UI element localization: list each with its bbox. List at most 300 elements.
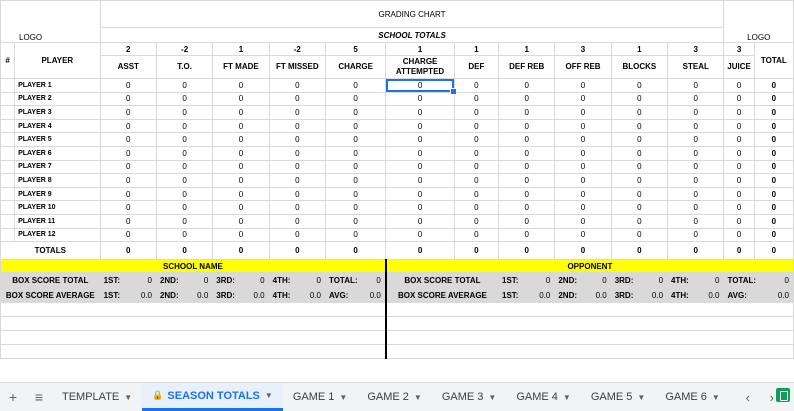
table-row bbox=[1, 201, 794, 215]
quarter-cell[interactable] bbox=[555, 273, 611, 288]
stat-cell[interactable]: 0 bbox=[724, 160, 754, 174]
stat-cell[interactable]: 0 bbox=[100, 106, 156, 120]
stat-cell[interactable]: 0 bbox=[668, 160, 724, 174]
stat-cell[interactable]: 0 bbox=[386, 174, 454, 188]
tab-season-totals[interactable] bbox=[142, 383, 283, 411]
stat-cell[interactable]: 0 bbox=[156, 133, 212, 147]
empty-cell[interactable] bbox=[1, 345, 386, 359]
stat-cell[interactable]: 0 bbox=[724, 146, 754, 160]
stat-cell[interactable]: 0 bbox=[668, 214, 724, 228]
stat-cell[interactable]: 0 bbox=[668, 174, 724, 188]
total-cell[interactable]: 0 bbox=[611, 242, 667, 260]
stat-cell[interactable]: 0 bbox=[386, 187, 454, 201]
stat-cell[interactable]: 0 bbox=[156, 146, 212, 160]
quarter-label: 4TH: bbox=[272, 275, 291, 285]
points-cell[interactable]: 1 bbox=[213, 43, 269, 56]
stat-cell[interactable]: 0 bbox=[100, 133, 156, 147]
stat-cell[interactable]: 0 bbox=[325, 214, 385, 228]
quarter-cell[interactable] bbox=[668, 273, 724, 288]
stat-cell[interactable]: 0 bbox=[100, 201, 156, 215]
quarter-label: 4TH: bbox=[671, 290, 689, 300]
selection-handle[interactable] bbox=[450, 88, 457, 95]
chevron-left-icon[interactable]: ‹ bbox=[745, 389, 750, 405]
stat-cell[interactable]: 0 bbox=[100, 187, 156, 201]
stat-cell[interactable]: 0 bbox=[724, 79, 754, 93]
stat-cell[interactable]: 0 bbox=[325, 174, 385, 188]
tab-template[interactable] bbox=[52, 383, 142, 411]
stat-cell[interactable]: 0 bbox=[325, 187, 385, 201]
sheet-tabs bbox=[52, 383, 730, 411]
row-number-cell[interactable] bbox=[1, 201, 15, 215]
tab-label: GAME 5 bbox=[590, 391, 633, 403]
quarter-value: 0 bbox=[316, 275, 321, 285]
quarter-label: 1ST: bbox=[502, 275, 519, 285]
chevron-right-icon[interactable]: › bbox=[769, 389, 774, 405]
total-cell[interactable]: 0 bbox=[100, 242, 156, 260]
stat-cell[interactable]: 0 bbox=[499, 133, 555, 147]
stat-cell[interactable]: 0 bbox=[724, 214, 754, 228]
stat-cell[interactable]: 0 bbox=[611, 187, 667, 201]
quarter-label: 3RD: bbox=[614, 290, 634, 300]
stat-cell[interactable]: 0 bbox=[386, 228, 454, 242]
chevron-down-icon[interactable]: ▼ bbox=[711, 392, 720, 402]
stat-cell[interactable]: 0 bbox=[611, 133, 667, 147]
stat-cell[interactable]: 0 bbox=[668, 228, 724, 242]
player-name-cell[interactable]: PLAYER 8 bbox=[15, 174, 101, 188]
quarter-cell[interactable] bbox=[724, 288, 794, 303]
stat-cell[interactable]: 0 bbox=[668, 133, 724, 147]
stat-cell[interactable]: 0 bbox=[269, 214, 325, 228]
player-name-cell[interactable]: PLAYER 11 bbox=[15, 214, 101, 228]
stat-cell[interactable]: 0 bbox=[724, 228, 754, 242]
stat-cell[interactable]: 0 bbox=[156, 106, 212, 120]
total-cell[interactable]: 0 bbox=[724, 242, 754, 260]
stat-cell[interactable]: 0 bbox=[100, 160, 156, 174]
chevron-down-icon[interactable]: ▼ bbox=[339, 392, 348, 402]
quarter-value: 0 bbox=[784, 275, 789, 285]
tab-game-6[interactable] bbox=[655, 383, 730, 411]
stat-cell[interactable]: 0 bbox=[668, 119, 724, 133]
points-cell[interactable]: 1 bbox=[386, 43, 454, 56]
table-row bbox=[1, 228, 794, 242]
player-name-cell[interactable]: PLAYER 5 bbox=[15, 133, 101, 147]
row-number-cell[interactable] bbox=[1, 92, 15, 106]
stat-cell[interactable]: 0 bbox=[611, 201, 667, 215]
total-cell[interactable]: 0 bbox=[555, 242, 611, 260]
chevron-down-icon[interactable]: ▼ bbox=[264, 391, 273, 400]
stat-cell[interactable]: 0 bbox=[724, 92, 754, 106]
stat-header: FT MISSED bbox=[269, 56, 325, 79]
stat-cell[interactable]: 0 bbox=[668, 201, 724, 215]
row-number-cell[interactable] bbox=[1, 79, 15, 93]
table-row bbox=[1, 133, 794, 147]
stat-cell[interactable]: 0 bbox=[555, 106, 611, 120]
points-cell[interactable]: -2 bbox=[156, 43, 212, 56]
stat-cell[interactable]: 0 bbox=[156, 228, 212, 242]
stat-cell[interactable]: 0 bbox=[325, 146, 385, 160]
total-cell[interactable]: 0 bbox=[156, 242, 212, 260]
stat-cell[interactable]: 0 bbox=[499, 119, 555, 133]
stat-cell[interactable]: 0 bbox=[213, 119, 269, 133]
stat-cell[interactable]: 0 bbox=[555, 92, 611, 106]
stat-cell[interactable]: 0 bbox=[555, 133, 611, 147]
player-total-cell[interactable]: 0 bbox=[754, 92, 793, 106]
stat-cell[interactable]: 0 bbox=[269, 119, 325, 133]
stat-cell[interactable]: 0 bbox=[156, 119, 212, 133]
points-cell[interactable]: 3 bbox=[555, 43, 611, 56]
quarter-label: 1ST: bbox=[502, 290, 519, 300]
total-cell[interactable]: 0 bbox=[325, 242, 385, 260]
stat-cell[interactable]: 0 bbox=[499, 92, 555, 106]
stat-cell[interactable]: 0 bbox=[213, 201, 269, 215]
grand-total-cell[interactable]: 0 bbox=[754, 242, 793, 260]
stat-cell[interactable]: 0 bbox=[555, 214, 611, 228]
stat-cell[interactable]: 0 bbox=[100, 228, 156, 242]
stat-cell[interactable]: 0 bbox=[269, 160, 325, 174]
stat-cell[interactable]: 0 bbox=[454, 201, 498, 215]
quarter-cell[interactable] bbox=[269, 288, 325, 303]
stat-header: OFF REB bbox=[555, 56, 611, 79]
quarter-value: 0.0 bbox=[595, 290, 607, 300]
stat-cell[interactable]: 0 bbox=[499, 106, 555, 120]
stat-cell[interactable]: 0 bbox=[668, 106, 724, 120]
explore-icon[interactable] bbox=[776, 388, 790, 402]
plus-icon[interactable]: + bbox=[8, 389, 18, 405]
stat-cell[interactable]: 0 bbox=[100, 174, 156, 188]
stat-cell[interactable]: 0 bbox=[213, 79, 269, 93]
stat-header: DEF bbox=[454, 56, 498, 79]
stat-cell[interactable]: 0 bbox=[555, 187, 611, 201]
chevron-down-icon[interactable]: ▼ bbox=[124, 392, 133, 402]
tab-game-4[interactable] bbox=[506, 383, 581, 411]
player-name-cell[interactable]: PLAYER 3 bbox=[15, 106, 101, 120]
stat-header: CHARGE ATTEMPTED bbox=[386, 56, 454, 79]
quarter-label: 2ND: bbox=[159, 290, 179, 300]
points-cell[interactable]: -2 bbox=[269, 43, 325, 56]
quarter-value: 0.0 bbox=[253, 290, 265, 300]
row-number-cell[interactable] bbox=[1, 119, 15, 133]
quarter-value: 0.0 bbox=[651, 290, 664, 300]
player-total-cell[interactable]: 0 bbox=[754, 79, 793, 93]
quarter-cell[interactable] bbox=[499, 273, 555, 288]
stat-cell[interactable]: 0 bbox=[724, 133, 754, 147]
stat-cell[interactable]: 0 bbox=[156, 79, 212, 93]
stat-cell[interactable]: 0 bbox=[213, 187, 269, 201]
empty-cell[interactable] bbox=[386, 317, 794, 331]
stat-cell[interactable]: 0 bbox=[499, 214, 555, 228]
stat-cell[interactable]: 0 bbox=[724, 119, 754, 133]
stat-cell[interactable]: 0 bbox=[156, 187, 212, 201]
logo-right: LOGO bbox=[724, 1, 794, 43]
opponent-header: OPPONENT bbox=[386, 260, 794, 273]
quarter-cell[interactable] bbox=[100, 288, 156, 303]
stat-cell[interactable]: 0 bbox=[724, 106, 754, 120]
total-cell[interactable]: 0 bbox=[213, 242, 269, 260]
hash-header: # bbox=[1, 43, 15, 79]
player-total-cell[interactable]: 0 bbox=[754, 214, 793, 228]
player-total-cell[interactable]: 0 bbox=[754, 228, 793, 242]
quarter-cell[interactable] bbox=[213, 273, 269, 288]
stat-cell[interactable]: 0 bbox=[611, 228, 667, 242]
player-name-cell[interactable]: PLAYER 9 bbox=[15, 187, 101, 201]
stat-cell[interactable]: 0 bbox=[454, 228, 498, 242]
points-cell[interactable]: 1 bbox=[499, 43, 555, 56]
row-number-cell[interactable] bbox=[1, 146, 15, 160]
stat-cell[interactable]: 0 bbox=[499, 146, 555, 160]
stat-cell[interactable]: 0 bbox=[499, 160, 555, 174]
stat-cell[interactable]: 0 bbox=[269, 92, 325, 106]
stat-cell[interactable]: 0 bbox=[611, 146, 667, 160]
player-total-cell[interactable]: 0 bbox=[754, 174, 793, 188]
row-number-cell[interactable] bbox=[1, 106, 15, 120]
quarter-cell[interactable] bbox=[499, 288, 555, 303]
quarter-label: 2ND: bbox=[558, 290, 578, 300]
stat-cell[interactable]: 0 bbox=[454, 79, 498, 93]
table-row bbox=[1, 214, 794, 228]
quarter-cell[interactable] bbox=[325, 273, 385, 288]
menu-icon[interactable]: ≡ bbox=[34, 389, 44, 405]
quarter-cell[interactable] bbox=[325, 288, 385, 303]
player-name-cell[interactable]: PLAYER 12 bbox=[15, 228, 101, 242]
stat-cell[interactable]: 0 bbox=[100, 92, 156, 106]
quarter-cell[interactable] bbox=[668, 288, 724, 303]
stat-cell[interactable]: 0 bbox=[213, 133, 269, 147]
stat-cell[interactable]: 0 bbox=[555, 146, 611, 160]
quarter-cell[interactable] bbox=[724, 273, 794, 288]
quarter-cell[interactable] bbox=[156, 288, 212, 303]
stat-cell[interactable]: 0 bbox=[499, 201, 555, 215]
stat-cell[interactable]: 0 bbox=[499, 174, 555, 188]
stat-cell[interactable]: 0 bbox=[386, 160, 454, 174]
stat-cell[interactable]: 0 bbox=[611, 79, 667, 93]
stat-cell[interactable]: 0 bbox=[386, 133, 454, 147]
total-cell[interactable]: 0 bbox=[454, 242, 498, 260]
stat-cell[interactable]: 0 bbox=[555, 228, 611, 242]
table-row bbox=[1, 106, 794, 120]
row-number-cell[interactable] bbox=[1, 174, 15, 188]
player-name-cell[interactable]: PLAYER 6 bbox=[15, 146, 101, 160]
stat-cell[interactable]: 0 bbox=[555, 160, 611, 174]
empty-cell[interactable] bbox=[386, 303, 794, 317]
stat-cell[interactable]: 0 bbox=[611, 214, 667, 228]
stat-cell[interactable]: 0 bbox=[454, 187, 498, 201]
stat-cell[interactable]: 0 bbox=[454, 133, 498, 147]
quarter-label: 4TH: bbox=[671, 275, 689, 285]
quarter-cell[interactable] bbox=[156, 273, 212, 288]
stat-cell[interactable]: 0 bbox=[100, 214, 156, 228]
stat-cell[interactable]: 0 bbox=[611, 119, 667, 133]
stat-cell[interactable]: 0 bbox=[213, 214, 269, 228]
stat-cell[interactable]: 0 bbox=[386, 106, 454, 120]
table-row bbox=[1, 174, 794, 188]
player-total-cell[interactable]: 0 bbox=[754, 106, 793, 120]
stat-cell[interactable]: 0 bbox=[611, 92, 667, 106]
empty-cell[interactable] bbox=[386, 331, 794, 345]
stat-cell[interactable]: 0 bbox=[100, 79, 156, 93]
total-cell[interactable]: 0 bbox=[499, 242, 555, 260]
stat-cell[interactable]: 0 bbox=[325, 79, 385, 93]
stat-cell[interactable]: 0 bbox=[555, 174, 611, 188]
stat-cell[interactable]: 0 bbox=[269, 133, 325, 147]
table-row bbox=[1, 187, 794, 201]
player-total-cell[interactable]: 0 bbox=[754, 133, 793, 147]
stat-cell[interactable]: 0 bbox=[611, 174, 667, 188]
quarter-cell[interactable] bbox=[611, 288, 667, 303]
stat-cell[interactable]: 0 bbox=[668, 187, 724, 201]
points-cell[interactable]: 1 bbox=[611, 43, 667, 56]
stat-cell[interactable]: 0 bbox=[555, 201, 611, 215]
stat-cell[interactable]: 0 bbox=[269, 187, 325, 201]
stat-cell[interactable]: 0 bbox=[724, 174, 754, 188]
points-cell[interactable]: 3 bbox=[668, 43, 724, 56]
tab-game-1[interactable] bbox=[283, 383, 358, 411]
stat-cell[interactable]: 0 bbox=[386, 201, 454, 215]
stat-cell[interactable]: 0 bbox=[668, 146, 724, 160]
stat-cell[interactable]: 0 bbox=[386, 214, 454, 228]
quarter-cell[interactable] bbox=[555, 288, 611, 303]
empty-cell[interactable] bbox=[1, 317, 386, 331]
stat-cell[interactable]: 0 bbox=[325, 160, 385, 174]
total-cell[interactable]: 0 bbox=[386, 242, 454, 260]
quarter-cell[interactable] bbox=[213, 288, 269, 303]
stat-cell[interactable]: 0 bbox=[213, 92, 269, 106]
player-total-cell[interactable]: 0 bbox=[754, 201, 793, 215]
stat-cell[interactable]: 0 bbox=[555, 119, 611, 133]
player-total-cell[interactable]: 0 bbox=[754, 160, 793, 174]
stat-cell[interactable]: 0 bbox=[724, 187, 754, 201]
player-total-cell[interactable]: 0 bbox=[754, 119, 793, 133]
quarter-value: 0.0 bbox=[140, 290, 152, 300]
stat-cell[interactable]: 0 bbox=[499, 228, 555, 242]
stat-cell[interactable]: 0 bbox=[386, 146, 454, 160]
stat-cell[interactable]: 0 bbox=[668, 92, 724, 106]
empty-cell[interactable] bbox=[1, 303, 386, 317]
row-number-cell[interactable] bbox=[1, 214, 15, 228]
stat-cell[interactable]: 0 bbox=[499, 187, 555, 201]
stat-cell[interactable]: 0 bbox=[156, 92, 212, 106]
chevron-down-icon[interactable]: ▼ bbox=[562, 392, 571, 402]
quarter-cell[interactable] bbox=[269, 273, 325, 288]
stat-cell[interactable]: 0 bbox=[269, 228, 325, 242]
stat-cell[interactable]: 0 bbox=[325, 133, 385, 147]
stat-header: STEAL bbox=[668, 56, 724, 79]
chevron-down-icon[interactable]: ▼ bbox=[488, 392, 497, 402]
stat-cell[interactable]: 0 bbox=[213, 146, 269, 160]
box-score-average-row bbox=[1, 288, 794, 303]
stat-cell[interactable]: 0 bbox=[325, 106, 385, 120]
sheet-tab-bar bbox=[0, 382, 794, 411]
stat-cell[interactable]: 0 bbox=[269, 79, 325, 93]
stat-cell[interactable]: 0 bbox=[156, 201, 212, 215]
quarter-value: 0.0 bbox=[708, 290, 720, 300]
tab-game-5[interactable] bbox=[581, 383, 656, 411]
stat-cell[interactable]: 0 bbox=[386, 92, 454, 106]
player-name-cell[interactable]: PLAYER 10 bbox=[15, 201, 101, 215]
chevron-down-icon[interactable]: ▼ bbox=[637, 392, 646, 402]
stat-header: FT MADE bbox=[213, 56, 269, 79]
row-number-cell[interactable] bbox=[1, 160, 15, 174]
box-label: BOX SCORE AVERAGE bbox=[386, 288, 499, 303]
row-number-cell[interactable] bbox=[1, 228, 15, 242]
stat-cell[interactable]: 0 bbox=[454, 214, 498, 228]
player-total-cell[interactable]: 0 bbox=[754, 187, 793, 201]
quarter-value: 0.0 bbox=[777, 290, 789, 300]
player-name-cell[interactable]: PLAYER 1 bbox=[15, 79, 101, 93]
stat-cell[interactable]: 0 bbox=[499, 79, 555, 93]
quarter-label: AVG: bbox=[328, 290, 349, 300]
points-cell[interactable]: 5 bbox=[325, 43, 385, 56]
stat-cell[interactable]: 0 bbox=[668, 79, 724, 93]
stat-cell[interactable]: 0 bbox=[213, 106, 269, 120]
quarter-value: 0 bbox=[147, 275, 152, 285]
stat-header: BLOCKS bbox=[611, 56, 667, 79]
stat-cell[interactable]: 0 bbox=[555, 79, 611, 93]
quarter-cell[interactable] bbox=[611, 273, 667, 288]
stat-cell[interactable]: 0 bbox=[156, 214, 212, 228]
quarter-label: 3RD: bbox=[216, 275, 235, 285]
stat-cell[interactable]: 0 bbox=[454, 119, 498, 133]
tab-label: GAME 4 bbox=[516, 391, 558, 403]
stat-cell[interactable]: 0 bbox=[269, 174, 325, 188]
stat-cell[interactable]: 0 bbox=[100, 146, 156, 160]
row-number-cell[interactable] bbox=[1, 187, 15, 201]
stat-cell[interactable]: 0 bbox=[213, 160, 269, 174]
selected-cell[interactable]: 0 bbox=[386, 79, 454, 93]
stat-cell[interactable]: 0 bbox=[454, 146, 498, 160]
stat-cell[interactable]: 0 bbox=[156, 174, 212, 188]
stat-cell[interactable]: 0 bbox=[325, 119, 385, 133]
stat-cell[interactable]: 0 bbox=[724, 201, 754, 215]
tab-game-3[interactable] bbox=[432, 383, 507, 411]
stat-cell[interactable]: 0 bbox=[213, 174, 269, 188]
points-cell[interactable]: 3 bbox=[724, 43, 754, 56]
stat-cell[interactable]: 0 bbox=[156, 160, 212, 174]
empty-cell[interactable] bbox=[386, 345, 794, 359]
quarter-label: 2ND: bbox=[159, 275, 179, 285]
quarter-value: 0 bbox=[376, 275, 381, 285]
player-name-cell[interactable]: PLAYER 7 bbox=[15, 160, 101, 174]
points-cell[interactable]: 1 bbox=[454, 43, 498, 56]
stat-cell[interactable]: 0 bbox=[213, 228, 269, 242]
stat-cell[interactable]: 0 bbox=[325, 201, 385, 215]
stat-cell[interactable]: 0 bbox=[454, 92, 498, 106]
chevron-down-icon[interactable]: ▼ bbox=[413, 392, 422, 402]
empty-cell[interactable] bbox=[1, 331, 386, 345]
points-cell[interactable]: 2 bbox=[100, 43, 156, 56]
stat-cell[interactable]: 0 bbox=[454, 106, 498, 120]
total-cell[interactable]: 0 bbox=[668, 242, 724, 260]
stat-cell[interactable]: 0 bbox=[611, 106, 667, 120]
stat-cell[interactable]: 0 bbox=[269, 201, 325, 215]
stat-cell[interactable]: 0 bbox=[269, 146, 325, 160]
stat-cell[interactable]: 0 bbox=[325, 92, 385, 106]
stat-header: JUICE bbox=[724, 56, 754, 79]
tab-game-2[interactable] bbox=[357, 383, 432, 411]
quarter-cell[interactable] bbox=[100, 273, 156, 288]
row-number-cell[interactable] bbox=[1, 133, 15, 147]
stat-cell[interactable]: 0 bbox=[269, 106, 325, 120]
player-name-cell[interactable]: PLAYER 2 bbox=[15, 92, 101, 106]
stat-cell[interactable]: 0 bbox=[611, 160, 667, 174]
stat-cell[interactable]: 0 bbox=[325, 228, 385, 242]
player-total-cell[interactable]: 0 bbox=[754, 146, 793, 160]
stat-cell[interactable]: 0 bbox=[454, 160, 498, 174]
player-name-cell[interactable]: PLAYER 4 bbox=[15, 119, 101, 133]
stat-cell[interactable]: 0 bbox=[386, 119, 454, 133]
stat-cell[interactable]: 0 bbox=[454, 174, 498, 188]
stat-cell[interactable]: 0 bbox=[100, 119, 156, 133]
total-cell[interactable]: 0 bbox=[269, 242, 325, 260]
